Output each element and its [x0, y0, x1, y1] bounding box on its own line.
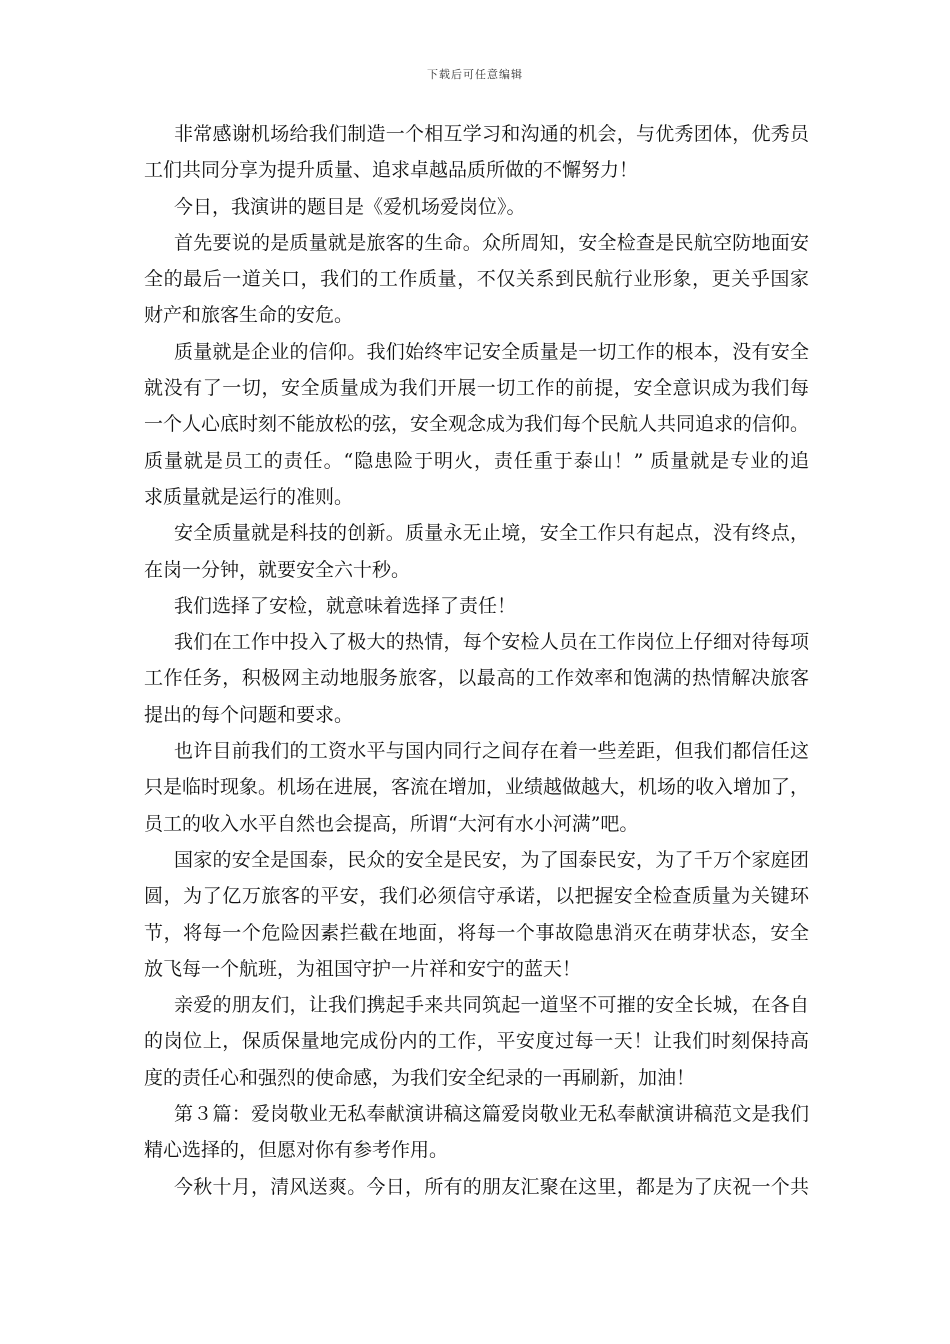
text-line: 放飞每一个航班，为祖国守护一片祥和安宁的蓝天！ [144, 957, 582, 980]
text-line: 国家的安全是国泰，民众的安全是民安，为了国泰民安，为了千万个家庭团 [174, 848, 809, 871]
text-line: 今日，我演讲的题目是《爱机场爱岗位》。 [174, 195, 526, 218]
page-header: 下载后可任意编辑 [427, 68, 523, 81]
text-line: 质量就是企业的信仰。我们始终牢记安全质量是一切工作的根本，没有安全 [174, 340, 809, 363]
text-line: 度的责任心和强烈的使命感，为我们安全纪录的一再刷新，加油！ [144, 1066, 696, 1089]
body-text [144, 116, 809, 1205]
text-line: 在岗一分钟，就要安全六十秒。 [144, 558, 411, 581]
text-line: 安全质量就是科技的创新。质量永无止境，安全工作只有起点，没有终点， [174, 522, 809, 545]
text-line: 求质量就是运行的准则。 [144, 485, 354, 508]
text-line: 的岗位上，保质保量地完成份内的工作，平安度过每一天！让我们时刻保持高 [144, 1030, 809, 1053]
text-line: 提出的每个问题和要求。 [144, 703, 354, 726]
text-line: 工作任务，积极网主动地服务旅客，以最高的工作效率和饱满的热情解决旅客 [144, 667, 809, 690]
text-line: 圆，为了亿万旅客的平安，我们必须信守承诺，以把握安全检查质量为关键环 [144, 885, 809, 908]
text-line: 亲爱的朋友们，让我们携起手来共同筑起一道坚不可摧的安全长城，在各自 [174, 994, 809, 1017]
text-line: 我们在工作中投入了极大的热情，每个安检人员在工作岗位上仔细对待每项 [174, 631, 809, 654]
text-line: 全的最后一道关口，我们的工作质量，不仅关系到民航行业形象，更关乎国家 [144, 268, 809, 291]
text-line: 第３篇：爱岗敬业无私奉献演讲稿这篇爱岗敬业无私奉献演讲稿范文是我们 [174, 1103, 809, 1126]
text-line: 首先要说的是质量就是旅客的生命。众所周知，安全检查是民航空防地面安 [174, 231, 809, 254]
text-line: 工们共同分享为提升质量、追求卓越品质所做的不懈努力！ [144, 159, 639, 182]
text-line: 精心选择的，但愿对你有参考作用。 [144, 1139, 449, 1162]
text-line: 节，将每一个危险因素拦截在地面，将每一个事故隐患消灭在萌芽状态，安全 [144, 921, 809, 944]
text-line: 一个人心底时刻不能放松的弦，安全观念成为我们每个民航人共同追求的信仰。 [144, 413, 810, 436]
text-line: 质量就是员工的责任。“隐患险于明火，责任重于泰山！” 质量就是专业的追 [144, 449, 809, 472]
text-line: 今秋十月，清风送爽。今日，所有的朋友汇聚在这里，都是为了庆祝一个共 [174, 1175, 809, 1198]
text-line: 我们选择了安检，就意味着选择了责任！ [174, 594, 517, 617]
text-line: 财产和旅客生命的安危。 [144, 304, 354, 327]
text-line: 非常感谢机场给我们制造一个相互学习和沟通的机会，与优秀团体，优秀员 [174, 123, 809, 145]
text-line: 只是临时现象。机场在进展，客流在增加，业绩越做越大，机场的收入增加了， [144, 776, 810, 799]
text-line: 就没有了一切，安全质量成为我们开展一切工作的前提，安全意识成为我们每 [144, 377, 809, 400]
text-line: 也许目前我们的工资水平与国内同行之间存在着一些差距，但我们都信任这 [174, 740, 809, 763]
text-line: 员工的收入水平自然也会提高，所谓“大河有水小河满”吧。 [144, 812, 639, 835]
